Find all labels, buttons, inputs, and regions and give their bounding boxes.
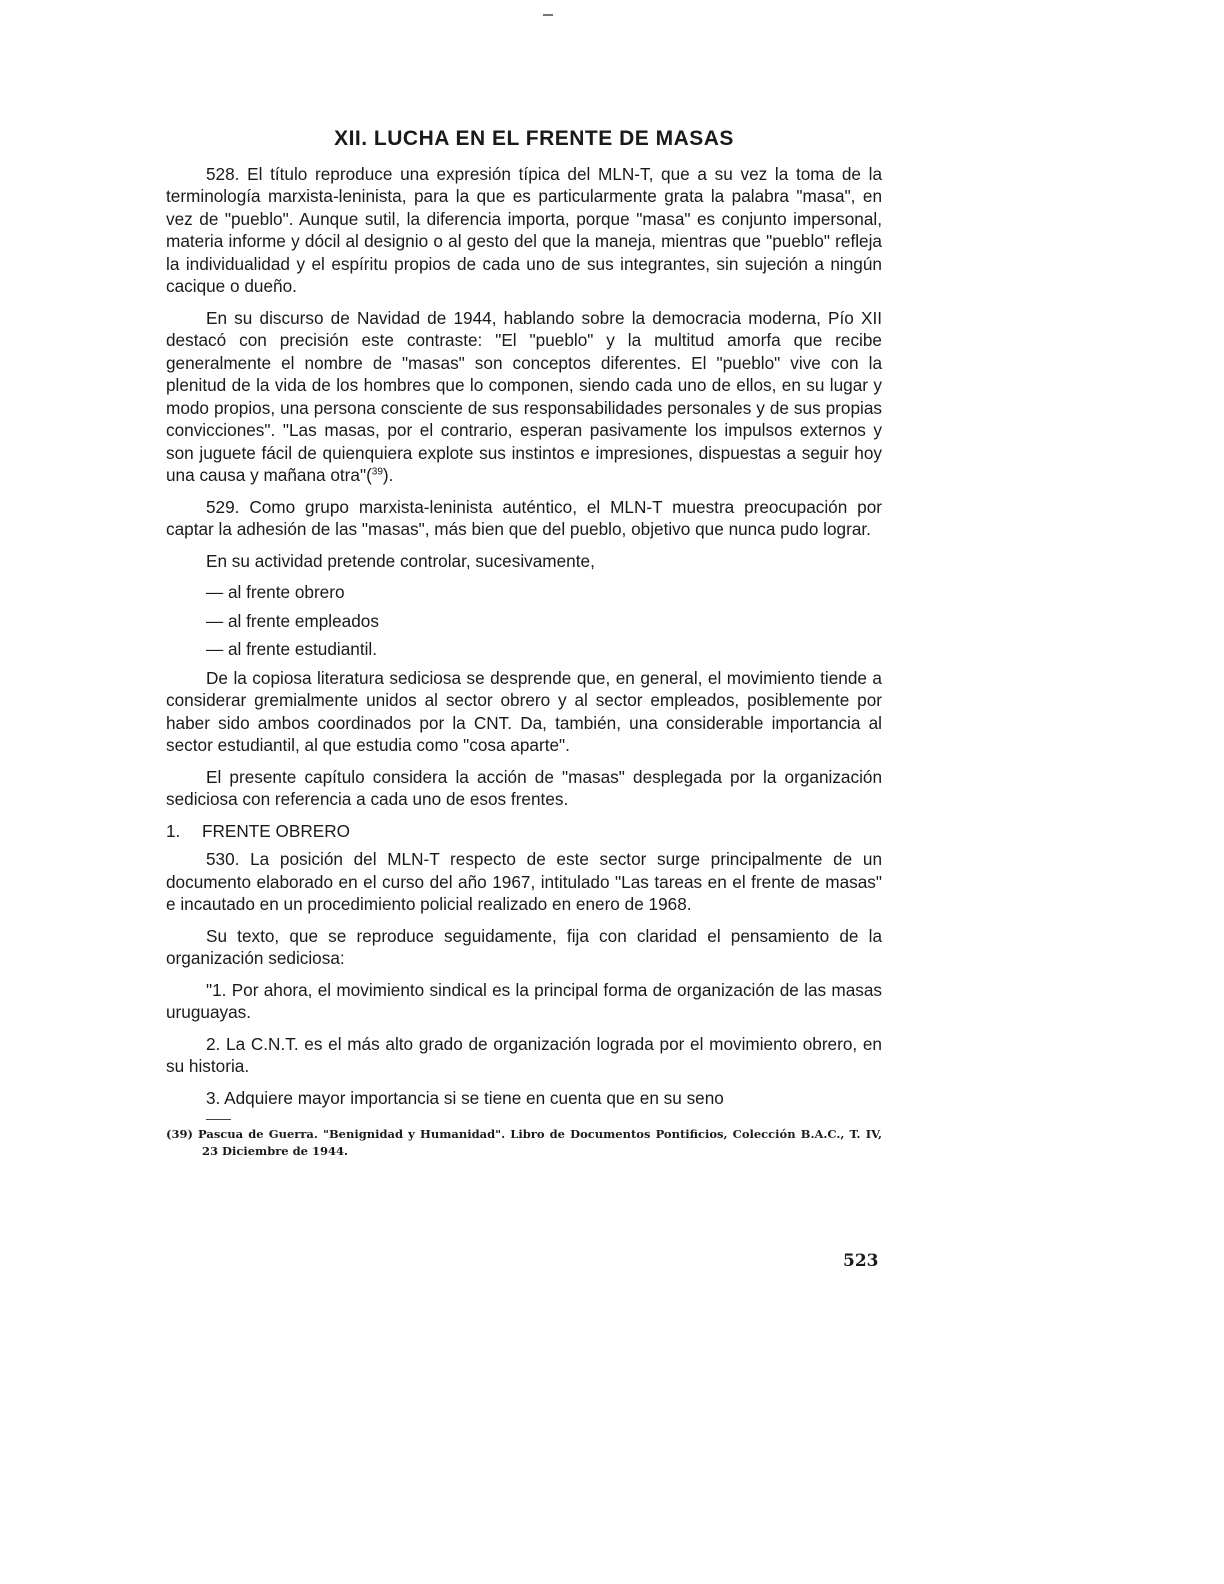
- scan-mark: [543, 14, 553, 16]
- paragraph-navidad: [166, 307, 882, 487]
- section-heading: [166, 820, 882, 843]
- section-number: 1.: [166, 820, 181, 841]
- page-number: 523: [843, 1251, 879, 1271]
- quote-item-3: 3. Adquiere mayor importancia si se tiene en cuenta que en su seno: [206, 1087, 724, 1108]
- paragraph-530: 530. La posición del MLN-T respecto de este sector surge principalmente de un documento elaborado en el curso del año 1967, intitulado "Las tareas en el frente de masas" e incautado en un procedimiento policial realizado en enero de 1968.: [166, 849, 882, 914]
- quote-item-1: "1. Por ahora, el movimiento sindical es la principal forma de organización de las masas uruguayas.: [166, 979, 882, 1022]
- paragraph-texto: Su texto, que se reproduce seguidamente, fija con claridad el pensamiento de la organización sediciosa:: [166, 925, 882, 968]
- paragraph-529: 529. Como grupo marxista-leninista auténtico, el MLN-T muestra preocupación por captar la adhesión de las "masas", más bien que del pueblo, objetivo que nunca pudo lograr.: [166, 496, 882, 539]
- fronts-list: [166, 581, 882, 661]
- quote-item-2: 2. La C.N.T. es el más alto grado de organización lograda por el movimiento obrero, en su historia.: [166, 1033, 882, 1076]
- document-page: [166, 128, 882, 1160]
- list-item: — al frente obrero: [206, 582, 345, 602]
- footnote-divider: [206, 1119, 231, 1120]
- paragraph-528: 528. El título reproduce una expresión típica del MLN-T, que a su vez la toma de la terminología marxista-leninista, para la que es particularmente grata la palabra "masa", en vez de "pueblo". Aunque sutil, la diferencia importa, porque "masa" es conjunto impersonal, materia informe y dócil al designio o al gesto del que la maneja, mientras que "pueblo" refleja la individualidad y el espíritu propios de cada uno de sus integrantes, sin sujeción a ningún cacique o dueño.: [166, 163, 882, 296]
- paragraph-presente: El presente capítulo considera la acción de "masas" desplegada por la organización sediciosa con referencia a cada uno de esos frentes.: [166, 766, 882, 809]
- paragraph-actividad: En su actividad pretende controlar, sucesivamente,: [206, 550, 595, 571]
- paragraph-navidad-end: ).: [382, 465, 394, 485]
- footnote-ref[interactable]: 39: [371, 466, 383, 478]
- list-item: — al frente estudiantil.: [206, 639, 378, 659]
- paragraph-navidad-text: En su discurso de Navidad de 1944, hablando sobre la democracia moderna, Pío XII destacó con precisión este contraste: "El "pueblo" y la multitud amorfa que recibe generalmente el nombre de "masas" son conceptos diferentes. El "pueblo" vive con la plenitud de la vida de los hombres que lo componen, siendo cada uno de ellos, en su lugar y modo propios, una persona consciente de sus responsabilidades personales y de sus propias convicciones". "Las masas, por el contrario, esperan pasivamente los impulsos externos y son juguete fácil de quienquiera explote sus instintos e impresiones, dispuestas a seguir hoy una causa y mañana otra"(: [166, 307, 882, 485]
- chapter-title: XII. LUCHA EN EL FRENTE DE MASAS: [334, 127, 734, 150]
- paragraph-literatura: De la copiosa literatura sediciosa se desprende que, en general, el movimiento tiende a considerar gremialmente unidos al sector obrero y al sector empleados, posiblemente por haber sido ambos coordinados por la CNT. Da, también, una considerable importancia al sector estudiantil, al que estudia como "cosa aparte".: [166, 667, 882, 755]
- section-title: FRENTE OBRERO: [202, 820, 351, 841]
- list-item: — al frente empleados: [206, 610, 379, 631]
- footnote: (39) Pascua de Guerra. "Benignidad y Humanidad". Libro de Documentos Pontificios, Colección B.A.C., T. IV, 23 Diciembre de 1944.: [166, 1127, 882, 1158]
